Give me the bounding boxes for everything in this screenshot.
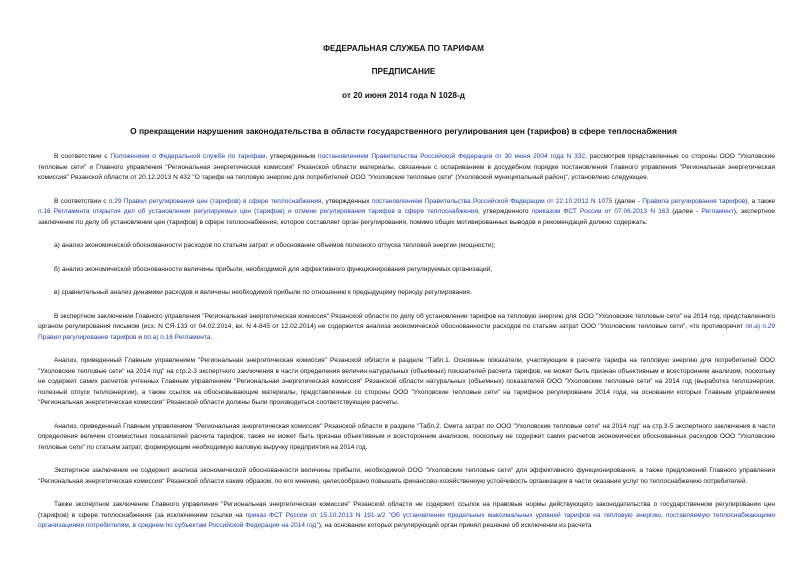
link-fst-regulation[interactable]: Положением о Федеральной службе по тарифам <box>110 153 266 160</box>
paragraph-2 <box>38 197 775 229</box>
text-span: (далее - <box>612 197 643 205</box>
text-span: , утвержденным <box>265 153 319 160</box>
text-span: ), на основании которых регулирующий орган принял решение об исключении из расчета <box>318 522 592 529</box>
link-tariff-rules[interactable]: Правила регулирования тарифов <box>642 197 746 205</box>
link-reglament-p16a[interactable]: пп.а) п.16 Регламента <box>143 333 211 341</box>
link-gov-decree-332[interactable]: постановлением Правительства Российской Федерации от 30 июня 2004 года N 332 <box>318 153 585 160</box>
list-item-a: а) анализ экономической обоснованности расходов по статьям затрат и обоснование объемов полезного отпуска тепловой энергии (мощности); <box>54 242 496 249</box>
document-body <box>38 152 775 545</box>
text-span: Также экспертное заключение Главного управления "Региональная энергетическая комиссия" Рязанской области не содержит ссылок на правовые нормы действующего законодательства о государственном регулировании цен (тарифов) в сфере теплоснабжения (за исключением ссылки на <box>38 501 775 519</box>
link-rules-p29a[interactable]: пп.а) п.29 Правил регулирования тарифов <box>38 323 776 341</box>
text-span: . <box>210 333 213 341</box>
link-fst-order-163[interactable]: приказом ФСТ России от 07.06.2013 N 163 <box>531 208 670 215</box>
agency-name: ФЕДЕРАЛЬНАЯ СЛУЖБА ПО ТАРИФАМ <box>322 44 485 53</box>
text-span: (далее - <box>669 208 702 215</box>
link-reglament[interactable]: Регламент <box>701 208 734 215</box>
list-item-b: б) анализ экономической обоснованности величины прибыли, необходимой для эффективного функционирования регулируемых организаций; <box>54 265 493 273</box>
list-item-c: в) сравнительный анализ динамики расходов и величины необходимой прибыли по отношению к предыдущему периоду регулирования. <box>54 289 472 296</box>
document-date: от 20 июня 2014 года N 1028-д <box>342 91 465 100</box>
text-span: и <box>136 333 144 341</box>
document-title: О прекращении нарушения законодательства в области государственного регулирования цен (тарифов) в сфере теплоснабжения <box>130 126 677 136</box>
text-span: В экспертном заключении Главного управления "Региональная энергетическая комиссия" Рязанской области по делу об установлении тарифов на тепловую энергию для ООО "Ухоловские тепловые сети" на 2014 год, представленного органом регулирования письмом (исх. N СЯ-133 от 04.02.2014, вх. N 4-845 от 12.02.2014) не содержится анализа экономической обоснованности расходов по статьям затрат ООО "Ухоловские тепловые сети", что противоречит <box>38 312 775 330</box>
paragraph-3 <box>38 312 775 344</box>
text-span: , утвержденных <box>321 197 372 205</box>
paragraph-7 <box>38 500 775 532</box>
link-rules-p29[interactable]: п.29 Правил регулирования цен (тарифов) в сфере теплоснабжения <box>108 197 322 205</box>
paragraph-4: Анализ, приведенный Главным управлением "Региональная энергетическая комиссия" Рязанской области в разделе "Табл.1. Основные показатели, участвующие в расчете тарифа на тепловую энергию для потребителей ООО "Ухоловские тепловые сети" на 2014 год" на стр.2-3 экспертного заключения в части определения величин натуральных (объемных) показателей расчета тарифов, не может быть признан объективным и всесторонним анализом, поскольку не содержит самих расчетов учтенных Главным управлением "Региональная энергетическая комиссия" Рязанской области натуральных (объемных) показателей ООО "Ухоловские тепловые сети" на 2014 год (выработка теплоэнергии, полезный отпуск теплоэнергии), а также ссылок на обосновывающие материалы, представленные со стороны ООО "Ухоловские тепловые сети" на тарифное регулирование 2014 года, на основании которых Главным управлением "Региональная энергетическая комиссия" Рязанской области должны были производиться соответствующие расчеты. <box>38 357 775 406</box>
document-type: ПРЕДПИСАНИЕ <box>371 67 436 76</box>
text-span: ), а также <box>745 197 775 205</box>
paragraph-5: Анализ, приведенный Главным управлением "Региональная энергетическая комиссия" Рязанской области в разделе "Табл.2. Смета затрат по ООО "Ухоловские тепловые сети" на 2014 год" на стр.3-5 экспертного заключения в части определения величин стоимостных показателей расчета тарифов, также не может быть признан объективным и всесторонним анализом, поскольку не содержит самих расчетов экономически обоснованных расходов ООО "Ухоловские тепловые сети" по статьям затрат, формирующим необходимую валовую выручку предприятия на 2014 год. <box>38 422 775 451</box>
text-span: ), экспертное заключение по делу об установлении цен (тарифов) в сфере теплоснабжения, которое составляет орган регулирования, помимо общих мотивированных выводов и рекомендаций должно содержать: <box>38 208 775 226</box>
link-fst-order-191[interactable]: приказ ФСТ России от 15.10.2013 N 191-э/2 "Об установлении предельных максимальных уровней тарифов на тепловую энергию, поставляемую теплоснабжающими организациями потребителям, в среднем по субъектам Российской Федерации на 2014 год" <box>38 511 775 529</box>
paragraph-1 <box>38 152 775 184</box>
text-span: В соответствии с <box>54 197 109 205</box>
link-gov-decree-1075[interactable]: постановлением Правительства Российской Федерации от 22.10.2012 N 1075 <box>371 197 613 205</box>
paragraph-6: Экспертное заключение не содержит анализа экономической обоснованности величины прибыли, необходимой ООО "Ухоловские тепловые сети" для эффективного функционирования, а также предложений Главного управления "Региональная энергетическая комиссия" Рязанской области каким образом, по его мнению, целесообразно повышать финансово-хозяйственную устойчивость организации в части оказания услуг по теплоснабжению потребителей. <box>38 467 775 485</box>
text-span: В соответствии с <box>54 153 111 160</box>
link-reglament-p16[interactable]: п.16 Регламента открытия дел об установлении регулируемых цен (тарифов) и отмене регулирования тарифов в сфере теплоснабжения <box>38 208 479 215</box>
text-span: , рассмотрев представленные со стороны ООО "Ухоловские тепловые сети" и Главного управления "Региональная энергетическая комиссия" Рязанской области материалы, связанные с оспариванием в досудебном порядке постановления Главного управления "Региональная энергетическая комиссия" Рязанской области от 20.12.2013 N 432 "О тарифе на тепловую энергию для потребителей ООО "Ухоловские тепловые сети" (Ухоловский муниципальный район)", установлено следующее. <box>38 153 775 181</box>
text-span: , утвержденного <box>478 208 532 215</box>
